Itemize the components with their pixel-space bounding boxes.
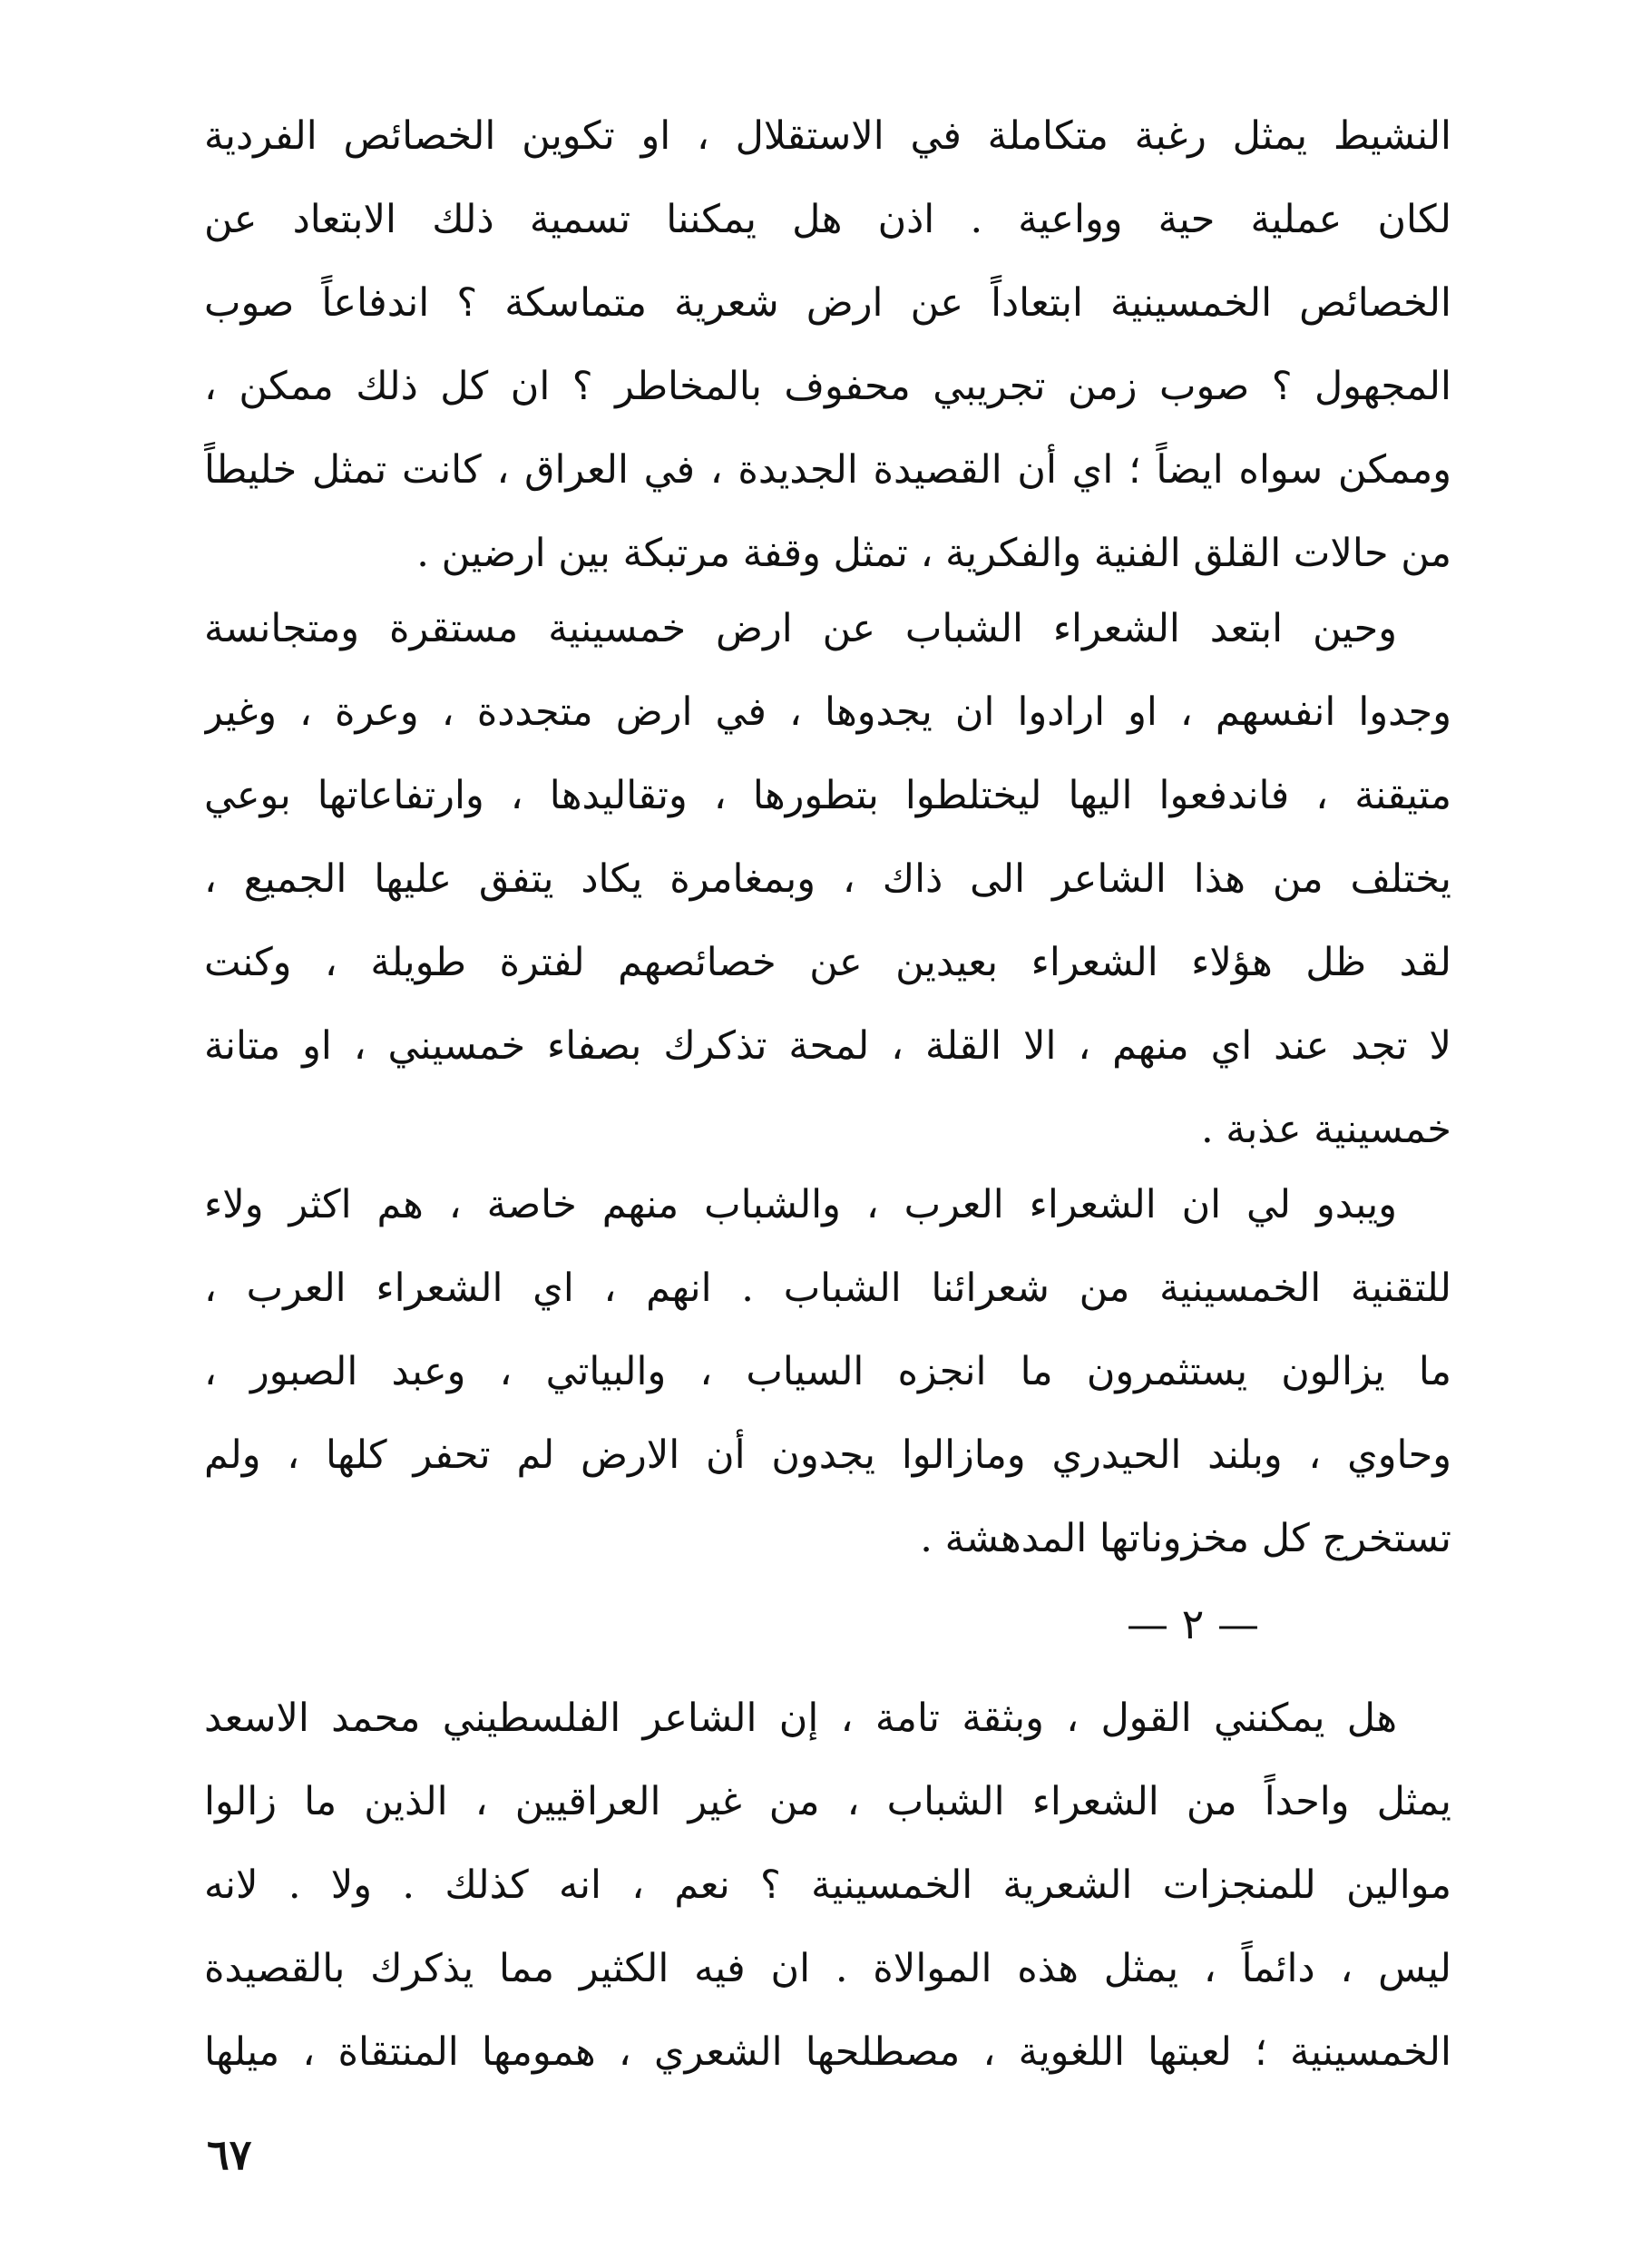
text-line: لقد ظل هؤلاء الشعراء بعيدين عن خصائصهم لفترة طويلة ، وكنت	[204, 940, 1451, 985]
text-line: يمثل واحداً من الشعراء الشباب ، من غير العراقيين ، الذين ما زالوا	[204, 1779, 1451, 1824]
text-line: لكان عملية حية وواعية . اذن هل يمكننا تسمية ذلك الابتعاد عن	[204, 197, 1451, 242]
text-line: للتقنية الخمسينية من شعرائنا الشباب . انهم ، اي الشعراء العرب ،	[204, 1266, 1451, 1311]
text-line: يختلف من هذا الشاعر الى ذاك ، وبمغامرة يكاد يتفق عليها الجميع ،	[204, 856, 1451, 902]
text-line: ليس ، دائماً ، يمثل هذه الموالاة . ان فيه الكثير مما يذكرك بالقصيدة	[204, 1946, 1451, 1991]
page-number: ٦٧	[207, 2130, 252, 2179]
text-line: الخمسينية ؛ لعبتها اللغوية ، مصطلحها الشعري ، همومها المنتقاة ، ميلها	[204, 2029, 1451, 2075]
paragraph-2	[204, 587, 1451, 1171]
text-line: هل يمكنني القول ، وبثقة تامة ، إن الشاعر الفلسطيني محمد الاسعد	[204, 1696, 1397, 1741]
text-line: متيقنة ، فاندفعوا اليها ليختلطوا بتطورها ، وتقاليدها ، وارتفاعاتها بوعي	[204, 773, 1451, 818]
text-line: لا تجد عند اي منهم ، الا القلة ، لمحة تذكرك بصفاء خمسيني ، او متانة	[204, 1023, 1451, 1069]
text-line: ويبدو لي ان الشعراء العرب ، والشباب منهم خاصة ، هم اكثر ولاء	[204, 1182, 1397, 1227]
paragraph-4	[204, 1677, 1451, 2094]
text-line: وجدوا انفسهم ، او ارادوا ان يجدوها ، في ارض متجددة ، وعرة ، وغير	[204, 689, 1451, 735]
text-line: النشيط يمثل رغبة متكاملة في الاستقلال ، او تكوين الخصائص الفردية	[204, 113, 1451, 159]
text-line: ما يزالون يستثمرون ما انجزه السياب ، والبياتي ، وعبد الصبور ،	[204, 1349, 1451, 1394]
text-line: وحين ابتعد الشعراء الشباب عن ارض خمسينية مستقرة ومتجانسة	[204, 606, 1397, 651]
text-line: موالين للمنجزات الشعرية الخمسينية ؟ نعم ، انه كذلك . ولا . لانه	[204, 1862, 1451, 1908]
paragraph-1	[204, 94, 1451, 595]
paragraph-3	[204, 1163, 1451, 1580]
text-line: المجهول ؟ صوب زمن تجريبي محفوف بالمخاطر ؟ ان كل ذلك ممكن ،	[204, 364, 1451, 409]
text-line: وممكن سواه ايضاً ؛ اي أن القصيدة الجديدة ، في العراق ، كانت تمثل خليطاً	[204, 447, 1451, 493]
section-number: — ٢ —	[1127, 1599, 1259, 1648]
text-line: خمسينية عذبة .	[1200, 1107, 1451, 1152]
text-line: من حالات القلق الفنية والفكرية ، تمثل وقفة مرتبكة بين ارضين .	[416, 531, 1451, 576]
text-line: وحاوي ، وبلند الحيدري ومازالوا يجدون أن الارض لم تحفر كلها ، ولم	[204, 1432, 1451, 1478]
text-line: الخصائص الخمسينية ابتعاداً عن ارض شعرية متماسكة ؟ اندفاعاً صوب	[204, 280, 1451, 326]
text-line: تستخرج كل مخزوناتها المدهشة .	[920, 1516, 1451, 1561]
